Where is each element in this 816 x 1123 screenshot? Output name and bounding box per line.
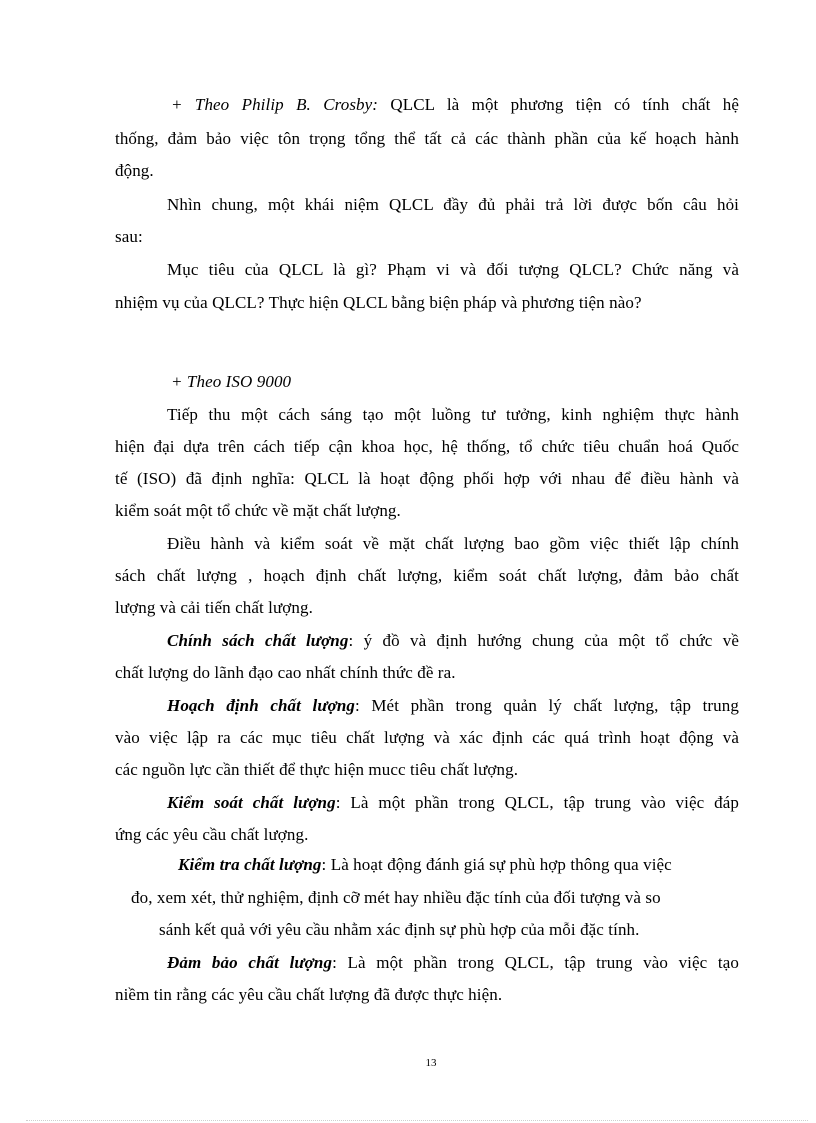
crosby-line-1-text: QLCL là một phương tiện có tính chất hệ bbox=[378, 95, 739, 114]
inspection-line-1-text: : Là hoạt động đánh giá sự phù hợp thông qua việc bbox=[321, 855, 672, 874]
quality-planning-term: Hoạch định chất lượng bbox=[167, 696, 355, 715]
assurance-paragraph-line-1 bbox=[167, 953, 739, 973]
crosby-paragraph-line-3: động. bbox=[115, 161, 154, 180]
policy-line-1-text: : ý đồ và định hướng chung của một tổ chức về bbox=[348, 631, 739, 650]
planning-paragraph-line-3: các nguồn lực cần thiết để thực hiện mucc tiêu chất lượng. bbox=[115, 760, 519, 779]
policy-paragraph-line-2: chất lượng do lãnh đạo cao nhất chính thức đề ra. bbox=[115, 663, 456, 682]
questions-paragraph-line-2: nhiệm vụ của QLCL? Thực hiện QLCL bằng biện pháp và phương tiện nào? bbox=[115, 293, 642, 312]
iso-heading: + Theo ISO 9000 bbox=[171, 372, 292, 391]
quality-inspection-term: Kiểm tra chất lượng bbox=[178, 855, 322, 874]
general-paragraph-line-2: sau: bbox=[115, 227, 143, 246]
planning-line-1-text: : Mét phần trong quản lý chất lượng, tập trung bbox=[354, 696, 739, 715]
iso-paragraph-line-3: tế (ISO) đã định nghĩa: QLCL là hoạt động phối hợp với nhau để điều hành và bbox=[115, 469, 739, 488]
inspection-paragraph-line-1 bbox=[178, 855, 672, 875]
policy-paragraph-line-1 bbox=[167, 631, 739, 651]
quality-control-paragraph-line-2: ứng các yêu cầu chất lượng. bbox=[115, 825, 309, 844]
iso-paragraph-line-2: hiện đại dựa trên cách tiếp cận khoa học, hệ thống, tổ chức tiêu chuẩn hoá Quốc bbox=[115, 437, 739, 456]
page-bottom-divider bbox=[26, 1120, 808, 1121]
control-paragraph-line-2: sách chất lượng , hoạch định chất lượng, kiểm soát chất lượng, đảm bảo chất bbox=[115, 566, 739, 585]
quality-control-term: Kiểm soát chất lượng bbox=[167, 793, 336, 812]
quality-control-line-1-text: : Là một phần trong QLCL, tập trung vào việc đáp bbox=[335, 793, 739, 812]
quality-policy-term: Chính sách chất lượng bbox=[167, 631, 349, 650]
quality-assurance-term: Đảm bảo chất lượng bbox=[167, 953, 333, 972]
crosby-paragraph-line-1 bbox=[171, 95, 739, 115]
quality-control-paragraph-line-1 bbox=[167, 793, 739, 813]
planning-paragraph-line-1 bbox=[167, 696, 739, 716]
crosby-paragraph-line-2: thống, đảm bảo việc tôn trọng tổng thể tất cả các thành phần của kế hoạch hành bbox=[115, 129, 739, 148]
planning-paragraph-line-2: vào việc lập ra các mục tiêu chất lượng và xác định các quá trình hoạt động và bbox=[115, 728, 739, 747]
questions-paragraph-line-1: Mục tiêu của QLCL là gì? Phạm vi và đối tượng QLCL? Chức năng và bbox=[167, 260, 739, 279]
inspection-paragraph-line-3: sánh kết quả với yêu cầu nhằm xác định sự phù hợp của mỗi đặc tính. bbox=[159, 920, 640, 939]
iso-paragraph-line-4: kiểm soát một tổ chức về mặt chất lượng. bbox=[115, 501, 401, 520]
control-paragraph-line-3: lượng và cải tiến chất lượng. bbox=[115, 598, 313, 617]
assurance-line-1-text: : Là một phần trong QLCL, tập trung vào việc tạo bbox=[332, 953, 739, 972]
assurance-paragraph-line-2: niềm tin rằng các yêu cầu chất lượng đã được thực hiện. bbox=[115, 985, 503, 1004]
control-paragraph-line-1: Điều hành và kiểm soát về mặt chất lượng bao gồm việc thiết lập chính bbox=[167, 534, 739, 553]
general-paragraph-line-1: Nhìn chung, một khái niệm QLCL đầy đủ phải trả lời được bốn câu hỏi bbox=[167, 195, 739, 214]
iso-paragraph-line-1: Tiếp thu một cách sáng tạo một luồng tư tưởng, kinh nghiệm thực hành bbox=[167, 405, 739, 424]
inspection-paragraph-line-2: đo, xem xét, thử nghiệm, định cỡ mét hay nhiều đặc tính của đối tượng và so bbox=[131, 888, 661, 907]
crosby-lead: + Theo Philip B. Crosby: bbox=[171, 95, 379, 114]
page-number: 13 bbox=[425, 1057, 437, 1069]
